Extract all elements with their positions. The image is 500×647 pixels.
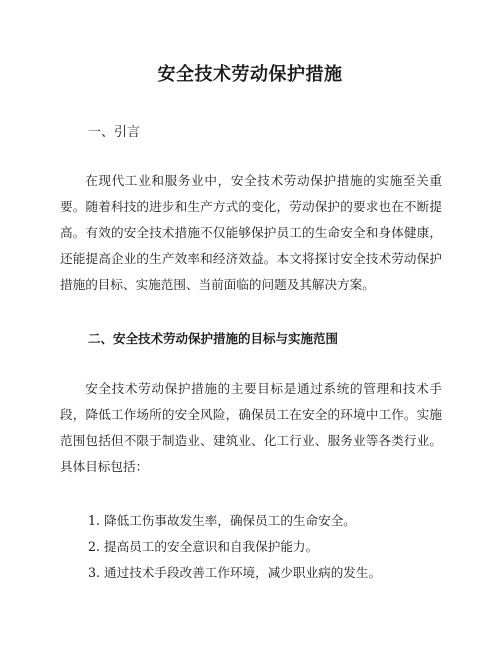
section-heading-introduction: 一、引言 <box>88 125 141 140</box>
document-title: 安全技术劳动保护措施 <box>157 64 343 85</box>
section-paragraph-goals-scope: 安全技术劳动保护措施的主要目标是通过系统的管理和技术手段，降低工作场所的安全风险，确保员工在安全的环境中工作。实施范围包括但不限于制造业、建筑业、化工行业、服务业等各类行业。具体目标包括： <box>60 381 442 474</box>
list-item: 3. 通过技术手段改善工作环境，减少职业病的发生。 <box>88 565 382 580</box>
section-heading-goals-scope: 二、安全技术劳动保护措施的目标与实施范围 <box>88 331 339 346</box>
list-item: 2. 提高员工的安全意识和自我保护能力。 <box>88 539 319 554</box>
goals-list <box>88 508 381 586</box>
list-item: 1. 降低工伤事故发生率，确保员工的生命安全。 <box>88 513 356 528</box>
section-paragraph-introduction: 在现代工业和服务业中，安全技术劳动保护措施的实施至关重要。随着科技的进步和生产方式的变化，劳动保护的要求也在不断提高。有效的安全技术措施不仅能够保护员工的生命安全和身体健康，还能提高企业的生产效率和经济效益。本文将探讨安全技术劳动保护措施的目标、实施范围、当前面临的问题及其解决方案。 <box>60 173 442 292</box>
